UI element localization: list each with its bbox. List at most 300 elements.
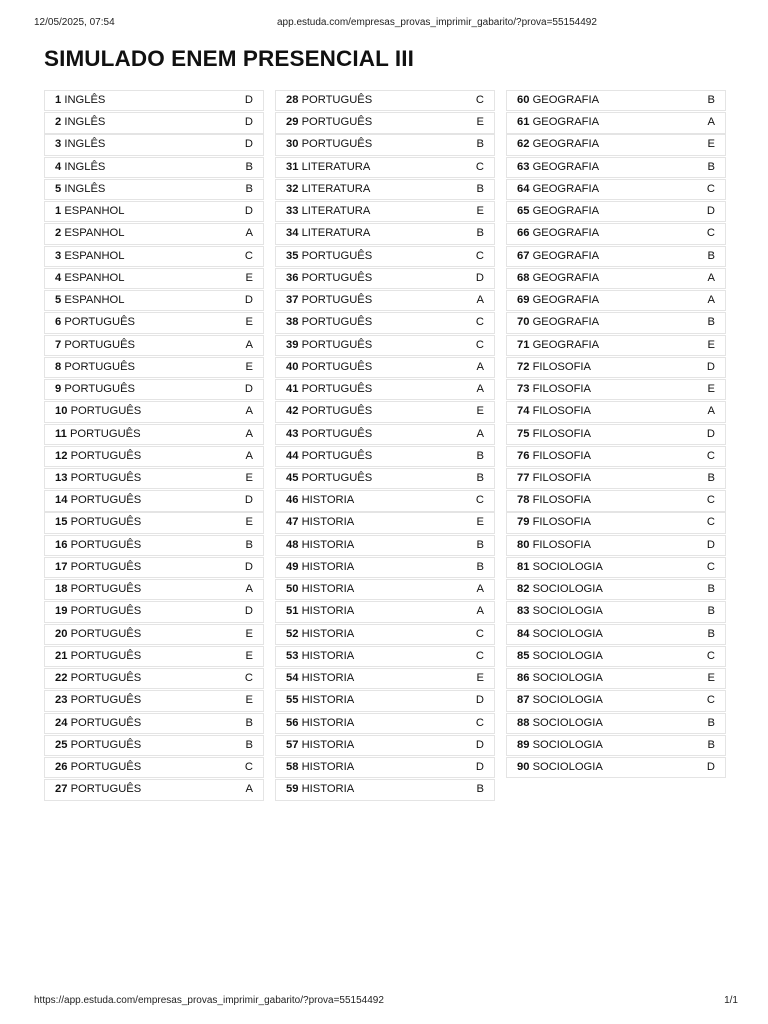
question-subject: PORTUGUÊS	[69, 427, 141, 440]
question-number: 24	[55, 716, 68, 729]
question-label	[55, 669, 141, 688]
question-number: 46	[286, 494, 299, 507]
answer-letter: A	[476, 605, 484, 618]
question-subject: GEOGRAFIA	[532, 271, 600, 284]
question-label	[55, 269, 124, 288]
question-label	[286, 536, 354, 555]
answer-row	[506, 468, 726, 489]
question-label	[286, 691, 354, 710]
answer-letter: E	[245, 627, 253, 640]
question-subject: ESPANHOL	[64, 205, 125, 218]
question-label	[55, 469, 141, 488]
question-label	[517, 202, 599, 221]
answer-letter: D	[244, 383, 253, 396]
answer-row	[275, 468, 495, 489]
question-label	[55, 625, 141, 644]
question-number: 57	[286, 738, 299, 751]
question-label	[517, 558, 603, 577]
answer-column	[44, 90, 264, 802]
answer-letter: B	[707, 94, 715, 106]
question-subject: ESPANHOL	[64, 294, 125, 307]
answer-row	[44, 779, 264, 800]
question-number: 51	[286, 605, 299, 618]
question-number: 37	[286, 294, 299, 307]
answer-letter: C	[475, 94, 484, 106]
question-number: 12	[55, 449, 68, 462]
question-label	[286, 135, 372, 154]
answer-letter: C	[475, 649, 484, 662]
question-number: 55	[286, 694, 299, 707]
question-number: 80	[517, 538, 530, 551]
answer-letter: B	[476, 227, 484, 240]
question-label	[517, 113, 599, 132]
question-number: 75	[517, 427, 530, 440]
answer-row	[275, 490, 495, 511]
question-number: 7	[55, 338, 62, 351]
answer-letter: E	[476, 205, 484, 218]
question-number: 52	[286, 627, 299, 640]
question-subject: GEOGRAFIA	[532, 249, 600, 262]
question-subject: GEOGRAFIA	[532, 160, 600, 173]
question-number: 6	[55, 316, 62, 329]
answer-letter: B	[476, 471, 484, 484]
question-number: 82	[517, 583, 530, 596]
question-label	[286, 358, 372, 377]
question-subject: PORTUGUÊS	[301, 249, 373, 262]
answer-column	[275, 90, 495, 802]
question-number: 28	[286, 94, 299, 106]
question-number: 19	[55, 605, 68, 618]
answer-letter: A	[245, 227, 253, 240]
answer-row	[506, 646, 726, 667]
answer-letter: D	[244, 294, 253, 307]
question-subject: HISTORIA	[301, 672, 355, 685]
answer-row	[275, 535, 495, 556]
question-subject: PORTUGUÊS	[70, 605, 142, 618]
question-subject: PORTUGUÊS	[70, 649, 142, 662]
answer-letter: C	[706, 694, 715, 707]
answer-row	[44, 157, 264, 178]
question-label	[517, 736, 603, 755]
answer-row	[44, 668, 264, 689]
question-subject: PORTUGUÊS	[301, 405, 373, 418]
answer-row	[275, 713, 495, 734]
question-label	[286, 425, 372, 444]
answer-letter: B	[245, 716, 253, 729]
answer-row	[506, 735, 726, 756]
question-subject: LITERATURA	[301, 160, 371, 173]
question-label	[55, 158, 105, 177]
question-number: 32	[286, 182, 299, 195]
question-label	[55, 447, 141, 466]
question-number: 3	[55, 138, 62, 151]
answer-row	[506, 201, 726, 222]
answer-letter: E	[245, 516, 253, 529]
question-label	[55, 247, 124, 266]
answer-letter: A	[476, 583, 484, 596]
question-subject: PORTUGUÊS	[70, 627, 142, 640]
answer-letter: C	[475, 316, 484, 329]
question-label	[517, 513, 591, 532]
answer-letter: E	[476, 405, 484, 418]
answer-letter: E	[245, 316, 253, 329]
question-number: 34	[286, 227, 299, 240]
question-label	[286, 491, 354, 510]
answer-letter: A	[707, 405, 715, 418]
question-label	[517, 313, 599, 332]
question-subject: PORTUGUÊS	[301, 271, 373, 284]
question-subject: PORTUGUÊS	[64, 360, 136, 373]
question-label	[517, 491, 591, 510]
question-label	[286, 758, 354, 777]
question-number: 30	[286, 138, 299, 151]
answer-row	[506, 579, 726, 600]
question-label	[286, 402, 372, 421]
question-subject: HISTORIA	[301, 761, 355, 774]
question-number: 88	[517, 716, 530, 729]
question-number: 4	[55, 160, 62, 173]
answer-letter: E	[476, 516, 484, 529]
answer-row	[44, 690, 264, 711]
answer-row	[44, 512, 264, 533]
answer-letter: A	[245, 338, 253, 351]
answer-row	[506, 535, 726, 556]
answer-letter: C	[475, 494, 484, 507]
answer-letter: B	[476, 449, 484, 462]
question-number: 4	[55, 271, 62, 284]
question-label	[286, 269, 372, 288]
question-subject: LITERATURA	[301, 182, 371, 195]
question-subject: INGLÊS	[64, 116, 106, 129]
question-subject: HISTORIA	[301, 605, 355, 618]
answer-row	[44, 268, 264, 289]
question-subject: PORTUGUÊS	[70, 449, 142, 462]
question-subject: PORTUGUÊS	[70, 516, 142, 529]
answer-row	[506, 90, 726, 111]
answer-letter: B	[707, 583, 715, 596]
answer-letter: C	[706, 516, 715, 529]
answer-row	[275, 223, 495, 244]
answer-letter: A	[245, 405, 253, 418]
answer-row	[44, 424, 264, 445]
question-number: 65	[517, 205, 530, 218]
answer-letter: A	[245, 449, 253, 462]
question-subject: SOCIOLOGIA	[532, 761, 603, 774]
question-label	[286, 180, 370, 199]
question-number: 40	[286, 360, 299, 373]
question-subject: PORTUGUÊS	[70, 783, 142, 796]
question-subject: HISTORIA	[301, 783, 355, 796]
question-subject: SOCIOLOGIA	[532, 672, 603, 685]
answer-letter: D	[244, 138, 253, 151]
question-number: 78	[517, 494, 530, 507]
question-label	[286, 580, 354, 599]
answer-row	[44, 246, 264, 267]
question-label	[517, 669, 603, 688]
answer-row	[506, 223, 726, 244]
answer-letter: B	[476, 783, 484, 796]
answer-letter: E	[245, 649, 253, 662]
question-subject: HISTORIA	[301, 627, 355, 640]
question-number: 90	[517, 761, 530, 774]
question-subject: PORTUGUÊS	[301, 449, 373, 462]
question-number: 83	[517, 605, 530, 618]
answer-row	[44, 446, 264, 467]
answer-row	[275, 112, 495, 133]
question-subject: PORTUGUÊS	[64, 383, 136, 396]
answer-row	[275, 424, 495, 445]
question-subject: GEOGRAFIA	[532, 205, 600, 218]
question-label	[55, 780, 141, 799]
question-subject: PORTUGUÊS	[301, 427, 373, 440]
answer-letter: B	[707, 471, 715, 484]
answer-row	[506, 157, 726, 178]
page-count: 1/1	[724, 995, 738, 1006]
answer-row	[506, 134, 726, 155]
answer-row	[506, 601, 726, 622]
question-label	[517, 91, 599, 110]
question-subject: HISTORIA	[301, 538, 355, 551]
answer-row	[44, 624, 264, 645]
question-number: 14	[55, 494, 68, 507]
answer-row	[506, 401, 726, 422]
question-subject: GEOGRAFIA	[532, 338, 600, 351]
answer-letter: C	[244, 249, 253, 262]
question-subject: HISTORIA	[301, 649, 355, 662]
question-label	[55, 402, 141, 421]
answer-row	[44, 223, 264, 244]
answer-row	[506, 379, 726, 400]
answer-letter: C	[706, 560, 715, 573]
answer-letter: C	[706, 182, 715, 195]
answer-row	[506, 357, 726, 378]
question-label	[286, 669, 354, 688]
question-label	[286, 158, 370, 177]
question-label	[55, 180, 105, 199]
question-number: 26	[55, 761, 68, 774]
print-footer-url: https://app.estuda.com/empresas_provas_imprimir_gabarito/?prova=55154492	[34, 995, 384, 1006]
question-number: 41	[286, 383, 299, 396]
answer-letter: B	[707, 249, 715, 262]
answer-letter: D	[475, 694, 484, 707]
question-subject: PORTUGUÊS	[70, 494, 142, 507]
answer-letter: A	[707, 116, 715, 129]
question-subject: PORTUGUÊS	[70, 583, 142, 596]
question-subject: HISTORIA	[301, 560, 355, 573]
question-number: 66	[517, 227, 530, 240]
question-number: 79	[517, 516, 530, 529]
answer-row	[275, 335, 495, 356]
question-label	[286, 736, 354, 755]
answer-letter: E	[707, 338, 715, 351]
answer-letter: B	[476, 560, 484, 573]
answer-row	[44, 179, 264, 200]
question-label	[286, 625, 354, 644]
answer-row	[275, 624, 495, 645]
question-subject: GEOGRAFIA	[532, 116, 600, 129]
question-number: 42	[286, 405, 299, 418]
question-label	[55, 313, 135, 332]
question-number: 56	[286, 716, 299, 729]
question-subject: PORTUGUÊS	[70, 560, 142, 573]
question-label	[55, 536, 141, 555]
question-subject: LITERATURA	[301, 227, 371, 240]
answer-row	[506, 335, 726, 356]
answer-column	[506, 90, 726, 779]
print-datetime: 12/05/2025, 07:54	[34, 17, 115, 28]
answer-letter: A	[476, 383, 484, 396]
answer-letter: D	[706, 761, 715, 774]
question-number: 63	[517, 160, 530, 173]
question-number: 48	[286, 538, 299, 551]
question-number: 50	[286, 583, 299, 596]
question-number: 77	[517, 471, 530, 484]
answer-letter: D	[475, 271, 484, 284]
answer-row	[44, 579, 264, 600]
question-subject: HISTORIA	[301, 516, 355, 529]
answer-letter: C	[244, 761, 253, 774]
answer-row	[275, 157, 495, 178]
question-label	[286, 113, 372, 132]
question-label	[55, 580, 141, 599]
question-subject: PORTUGUÊS	[301, 360, 373, 373]
question-subject: SOCIOLOGIA	[532, 716, 603, 729]
question-label	[55, 91, 105, 110]
answer-row	[275, 290, 495, 311]
question-label	[55, 491, 141, 510]
answer-row	[44, 290, 264, 311]
question-label	[517, 580, 603, 599]
question-subject: PORTUGUÊS	[70, 405, 142, 418]
question-number: 21	[55, 649, 68, 662]
print-footer	[34, 995, 738, 1009]
question-number: 45	[286, 471, 299, 484]
question-label	[55, 113, 105, 132]
answer-letter: E	[476, 116, 484, 129]
question-label	[517, 469, 591, 488]
question-subject: FILOSOFIA	[532, 405, 591, 418]
answer-letter: A	[707, 271, 715, 284]
answer-row	[506, 179, 726, 200]
question-label	[517, 425, 591, 444]
question-label	[55, 202, 124, 221]
answer-letter: B	[476, 138, 484, 151]
answer-letter: A	[245, 583, 253, 596]
question-subject: PORTUGUÊS	[70, 471, 142, 484]
answer-row	[275, 246, 495, 267]
answer-row	[275, 134, 495, 155]
question-number: 22	[55, 672, 68, 685]
question-number: 59	[286, 783, 299, 796]
question-number: 85	[517, 649, 530, 662]
answer-letter: B	[476, 538, 484, 551]
question-number: 29	[286, 116, 299, 129]
question-number: 68	[517, 271, 530, 284]
answer-row	[506, 312, 726, 333]
answer-row	[275, 312, 495, 333]
question-label	[517, 358, 591, 377]
answer-letter: E	[707, 383, 715, 396]
question-label	[517, 336, 599, 355]
question-subject: FILOSOFIA	[532, 449, 591, 462]
question-subject: PORTUGUÊS	[70, 694, 142, 707]
question-number: 9	[55, 383, 62, 396]
question-number: 20	[55, 627, 68, 640]
answer-row	[44, 312, 264, 333]
question-subject: SOCIOLOGIA	[532, 583, 603, 596]
question-number: 27	[55, 783, 68, 796]
answer-row	[275, 357, 495, 378]
question-number: 1	[55, 205, 62, 218]
answer-row	[506, 713, 726, 734]
question-label	[517, 180, 599, 199]
question-number: 18	[55, 583, 68, 596]
question-number: 17	[55, 560, 68, 573]
question-subject: INGLÊS	[64, 160, 106, 173]
question-subject: HISTORIA	[301, 494, 355, 507]
question-label	[55, 691, 141, 710]
question-number: 13	[55, 471, 68, 484]
question-number: 87	[517, 694, 530, 707]
question-number: 49	[286, 560, 299, 573]
question-subject: INGLÊS	[64, 138, 106, 151]
question-subject: FILOSOFIA	[532, 494, 591, 507]
question-subject: ESPANHOL	[64, 249, 125, 262]
answer-letter: C	[706, 449, 715, 462]
answer-letter: E	[245, 694, 253, 707]
answer-row	[275, 401, 495, 422]
question-subject: PORTUGUÊS	[64, 316, 136, 329]
answer-letter: D	[244, 605, 253, 618]
question-label	[55, 513, 141, 532]
answer-row	[44, 735, 264, 756]
question-number: 43	[286, 427, 299, 440]
answer-row	[44, 757, 264, 778]
answer-letter: B	[245, 738, 253, 751]
question-subject: GEOGRAFIA	[532, 227, 600, 240]
answer-letter: B	[245, 160, 253, 173]
answer-letter: B	[707, 160, 715, 173]
question-label	[286, 647, 354, 666]
question-subject: FILOSOFIA	[532, 471, 591, 484]
question-subject: PORTUGUÊS	[301, 316, 373, 329]
question-subject: HISTORIA	[301, 694, 355, 707]
answer-row	[275, 757, 495, 778]
question-number: 81	[517, 560, 530, 573]
answer-letter: D	[706, 538, 715, 551]
question-number: 5	[55, 182, 62, 195]
question-subject: PORTUGUÊS	[301, 94, 373, 106]
answer-letter: C	[706, 227, 715, 240]
answer-letter: E	[245, 360, 253, 373]
question-subject: FILOSOFIA	[532, 538, 591, 551]
question-number: 10	[55, 405, 68, 418]
question-subject: PORTUGUÊS	[70, 538, 142, 551]
answer-letter: D	[475, 738, 484, 751]
question-number: 15	[55, 516, 68, 529]
question-subject: SOCIOLOGIA	[532, 560, 603, 573]
answer-row	[275, 735, 495, 756]
question-label	[517, 691, 603, 710]
answer-row	[44, 713, 264, 734]
question-label	[55, 425, 141, 444]
question-number: 53	[286, 649, 299, 662]
answer-letter: C	[475, 249, 484, 262]
question-label	[55, 647, 141, 666]
answer-letter: A	[245, 427, 253, 440]
answer-row	[44, 401, 264, 422]
answer-letter: E	[245, 471, 253, 484]
